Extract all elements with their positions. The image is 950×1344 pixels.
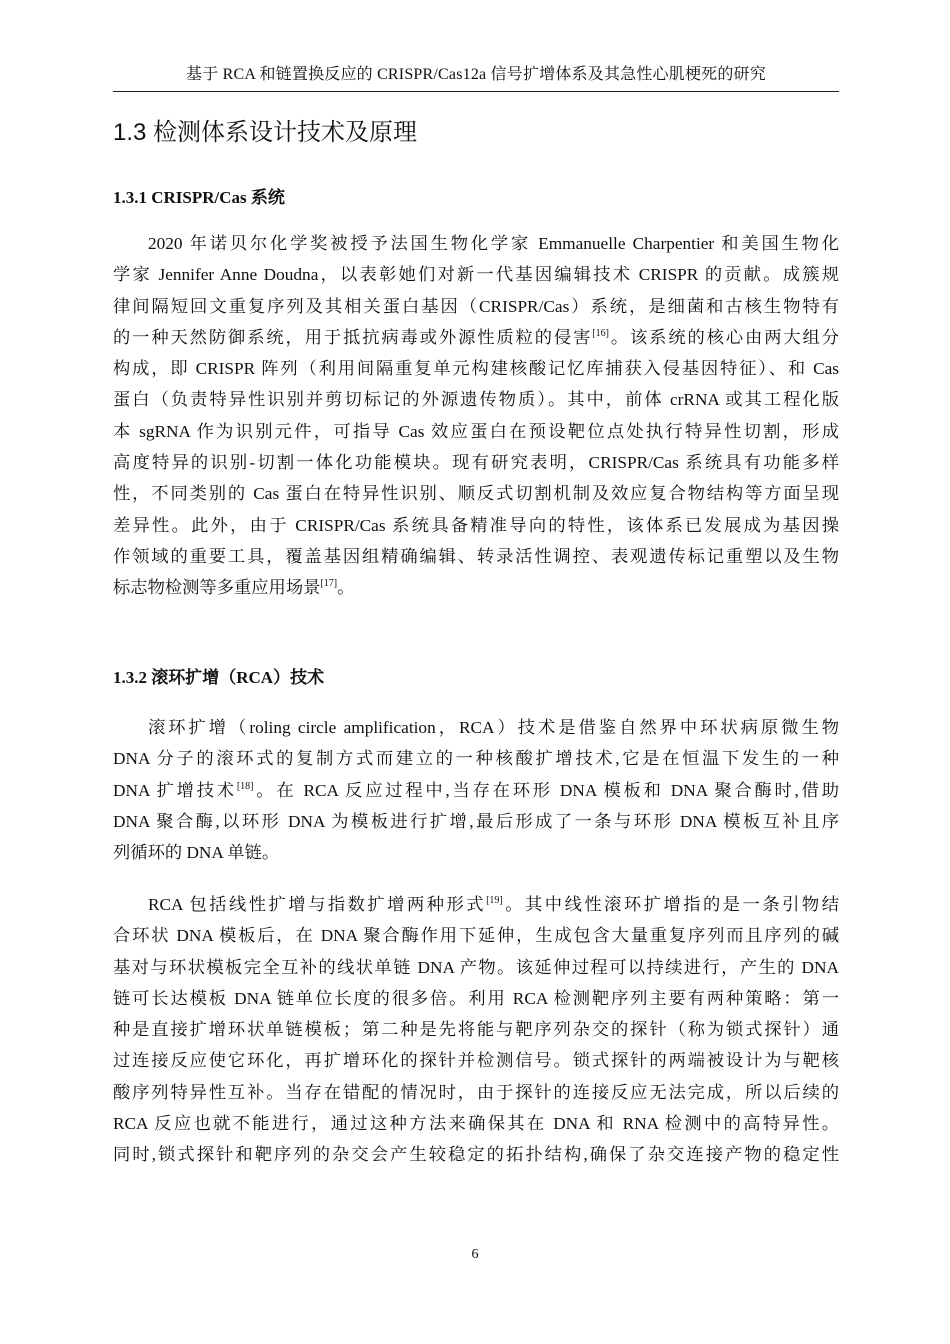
paragraph-line bbox=[113, 889, 839, 920]
line-text: RCA 包括线性扩增与指数扩增两种形式 bbox=[148, 895, 487, 914]
paragraph-line: 高度特异的识别-切割一体化功能模块。现有研究表明，CRISPR/Cas 系统具有功能多样 bbox=[113, 453, 839, 473]
paragraph-line: 过连接反应使它环化，再扩增环化的探针并检测信号。锁式探针的两端被设计为与靶核 bbox=[113, 1051, 839, 1071]
paragraph-line: 种是直接扩增环状单链模板；第二种是先将能与靶序列杂交的探针（称为锁式探针）通 bbox=[113, 1020, 839, 1040]
paragraph-line: 列循环的 DNA 单链。 bbox=[113, 843, 280, 863]
subsection-heading-rca: 1.3.2 滚环扩增（RCA）技术 bbox=[113, 668, 325, 687]
line-text: 。其中线性滚环扩增指的是一条引物结 bbox=[502, 895, 839, 914]
paragraph-line: 2020 年诺贝尔化学奖被授予法国生物化学家 Emmanuelle Charpentier 和美国生物化 bbox=[148, 234, 839, 253]
paragraph-line: DNA 聚合酶,以环形 DNA 为模板进行扩增,最后形成了一条与环形 DNA 模板互补且序 bbox=[113, 811, 839, 831]
line-text: 标志物检测等多重应用场景 bbox=[113, 578, 321, 598]
line-text: 。 bbox=[337, 578, 355, 598]
paragraph-rca-intro bbox=[113, 712, 839, 868]
line-text: DNA 扩增技术 bbox=[113, 780, 237, 800]
paragraph-line: 性，不同类别的 Cas 蛋白在特异性识别、顺反式切割机制及效应复合物结构等方面呈现 bbox=[113, 484, 839, 504]
paragraph-line: 构成，即 CRISPR 阵列（利用间隔重复单元构建核酸记忆库捕获入侵基因特征）、和 Cas bbox=[113, 359, 839, 379]
citation-ref: [17] bbox=[320, 578, 338, 590]
paragraph-line bbox=[113, 775, 839, 806]
paragraph-line: 本 sgRNA 作为识别元件，可指导 Cas 效应蛋白在预设靶位点处执行特异性切割，形成 bbox=[113, 421, 839, 441]
line-text: 。在 RCA 反应过程中,当存在环形 DNA 模板和 DNA 聚合酶时,借助 bbox=[253, 780, 839, 800]
citation-ref: [19] bbox=[486, 895, 503, 906]
paragraph-line: 合环状 DNA 模板后，在 DNA 聚合酶作用下延伸，生成包含大量重复序列而且序列的碱 bbox=[113, 926, 839, 946]
subsection-heading-crispr: 1.3.1 CRISPR/Cas 系统 bbox=[113, 188, 285, 207]
page-number: 6 bbox=[471, 1247, 479, 1262]
paragraph-line: RCA 反应也就不能进行，通过这种方法来确保其在 DNA 和 RNA 检测中的高特异性。 bbox=[113, 1114, 839, 1134]
paragraph-line: 酸序列特异性互补。当存在错配的情况时，由于探针的连接反应无法完成，所以后续的 bbox=[113, 1082, 839, 1102]
citation-ref: [16] bbox=[592, 327, 609, 339]
paragraph-line bbox=[113, 572, 839, 603]
line-text: 。该系统的核心由两大组分 bbox=[608, 327, 839, 347]
paragraph-line: 差异性。此外，由于 CRISPR/Cas 系统具备精准导向的特性，该体系已发展成为基因操 bbox=[113, 515, 839, 535]
citation-ref: [18] bbox=[236, 780, 254, 792]
paragraph-line: 滚环扩增（roling circle amplification，RCA）技术是借鉴自然界中环状病原微生物 bbox=[148, 718, 839, 737]
paragraph-line: 律间隔短回文重复序列及其相关蛋白基因（CRISPR/Cas）系统，是细菌和古核生物特有 bbox=[113, 296, 839, 316]
paragraph-line bbox=[113, 322, 839, 353]
paragraph-line: DNA 分子的滚环式的复制方式而建立的一种核酸扩增技术,它是在恒温下发生的一种 bbox=[113, 749, 839, 769]
paragraph-line: 基对与环状模板完全互补的线状单链 DNA 产物。该延伸过程可以持续进行，产生的 DNA bbox=[113, 957, 839, 977]
paragraph-crispr bbox=[113, 228, 839, 604]
running-header: 基于 RCA 和链置换反应的 CRISPR/Cas12a 信号扩增体系及其急性心肌梗死的研究 bbox=[186, 66, 766, 83]
section-heading: 1.3 检测体系设计技术及原理 bbox=[113, 119, 418, 146]
paragraph-line: 同时,锁式探针和靶序列的杂交会产生较稳定的拓扑结构,确保了杂交连接产物的稳定性 bbox=[113, 1145, 839, 1165]
paragraph-rca-forms bbox=[113, 889, 839, 1171]
paragraph-line: 作领域的重要工具，覆盖基因组精确编辑、转录活性调控、表观遗传标记重塑以及生物 bbox=[113, 546, 839, 566]
header-rule bbox=[113, 91, 839, 92]
paragraph-line: 蛋白（负责特异性识别并剪切标记的外源遗传物质）。其中，前体 crRNA 或其工程化版 bbox=[113, 390, 839, 410]
line-text: 的一种天然防御系统，用于抵抗病毒或外源性质粒的侵害 bbox=[113, 327, 593, 347]
paragraph-line: 学家 Jennifer Anne Doudna，以表彰她们对新一代基因编辑技术 CRISPR 的贡献。成簇规 bbox=[113, 265, 839, 285]
paragraph-line: 链可长达模板 DNA 链单位长度的很多倍。利用 RCA 检测靶序列主要有两种策略：第一 bbox=[113, 988, 839, 1008]
